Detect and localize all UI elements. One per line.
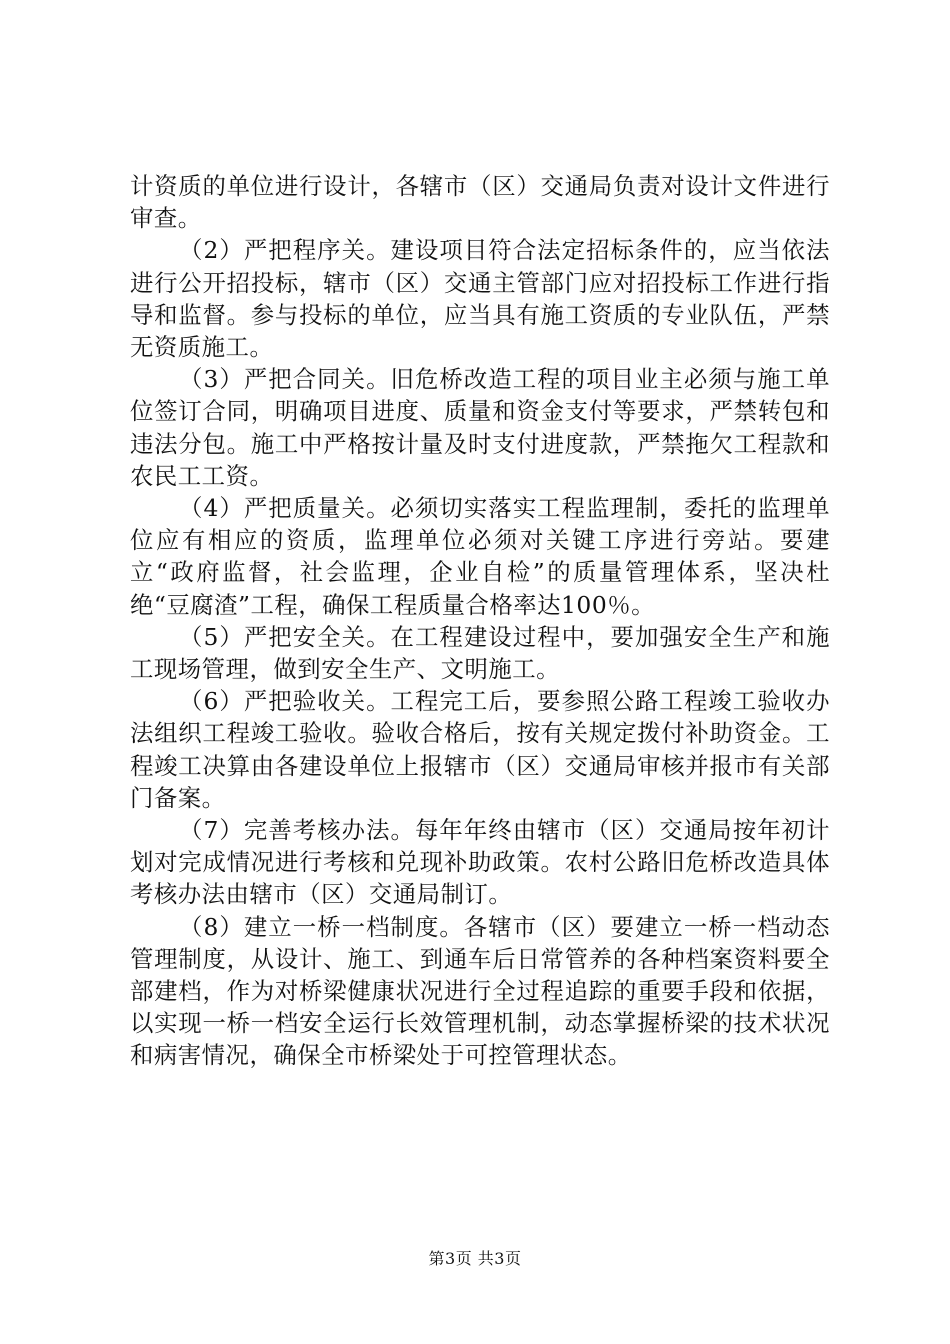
document-body: [130, 170, 830, 1072]
page-footer: [0, 1246, 950, 1269]
page-number: 第3页 共3页: [428, 1249, 522, 1268]
paragraph-contract: （3）严把合同关。旧危桥改造工程的项目业主必须与施工单位签订合同，明确项目进度、质量和资金支付等要求，严禁转包和违法分包。施工中严格按计量及时支付进度款，严禁拖欠工程款和农民工工资。: [130, 365, 830, 490]
paragraph-procedure: （2）严把程序关。建设项目符合法定招标条件的，应当依法进行公开招投标，辖市（区）交通主管部门应对招投标工作进行指导和监督。参与投标的单位，应当具有施工资质的专业队伍，严禁无资质施工。: [130, 236, 830, 362]
paragraph-archive: （8）建立一桥一档制度。各辖市（区）要建立一桥一档动态管理制度，从设计、施工、到通车后日常管养的各种档案资料要全部建档，作为对桥梁健康状况进行全过程追踪的重要手段和依据，以实现一桥一档安全运行长效管理机制，动态掌握桥梁的技术状况和病害情况，确保全市桥梁处于可控管理状态。: [130, 912, 830, 1070]
paragraph-continuation: 计资质的单位进行设计，各辖市（区）交通局负责对设计文件进行审查。: [130, 172, 830, 233]
paragraph-quality: （4）严把质量关。必须切实落实工程监理制，委托的监理单位应有相应的资质，监理单位必须对关键工序进行旁站。要建立“政府监督，社会监理，企业自检”的质量管理体系，坚决杜绝“豆腐渣”工程，确保工程质量合格率达100％。: [130, 494, 830, 619]
paragraph-assessment: （7）完善考核办法。每年年终由辖市（区）交通局按年初计划对完成情况进行考核和兑现补助政策。农村公路旧危桥改造具体考核办法由辖市（区）交通局制订。: [130, 816, 830, 909]
paragraph-acceptance: （6）严把验收关。工程完工后，要参照公路工程竣工验收办法组织工程竣工验收。验收合格后，按有关规定拨付补助资金。工程竣工决算由各建设单位上报辖市（区）交通局审核并报市有关部门备案。: [130, 687, 830, 812]
paragraph-safety: （5）严把安全关。在工程建设过程中，要加强安全生产和施工现场管理，做到安全生产、文明施工。: [130, 622, 830, 684]
